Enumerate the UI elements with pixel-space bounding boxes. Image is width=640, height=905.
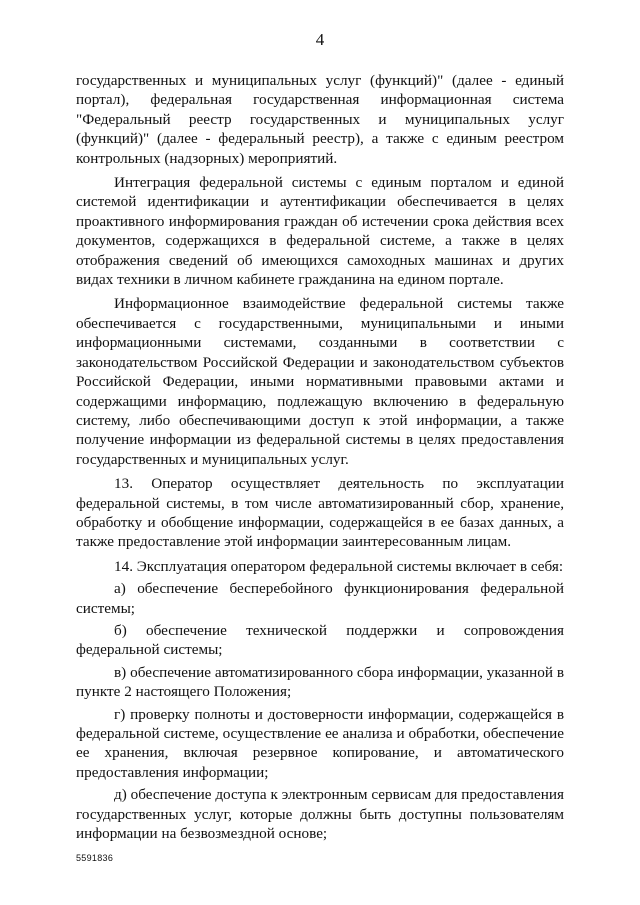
paragraph-integration: Интеграция федеральной системы с единым порталом и единой системой идентификации и аутентификации обеспечивается в целях проактивного информирования граждан об истечении срока действия всех документов, содержащихся в федеральной системе, а также в целях отображения сведений об имеющихся самоходных машинах и других видах техники в личном кабинете гражданина на едином портале.	[76, 174, 564, 289]
paragraph-subitem-b: б) обеспечение технической поддержки и сопровождения федеральной системы;	[76, 621, 564, 659]
paragraph-subitem-v: в) обеспечение автоматизированного сбора информации, указанной в пункте 2 настоящего Положения;	[76, 663, 564, 701]
paragraph-item-14: 14. Эксплуатация оператором федеральной системы включает в себя:	[114, 557, 564, 575]
document-code: 5591836	[76, 853, 114, 863]
paragraph-subitem-d: д) обеспечение доступа к электронным сервисам для предоставления государственных услуг, которые должны быть доступны пользователям информации на безвозмездной основе;	[76, 786, 564, 843]
page-number: 4	[315, 30, 325, 49]
paragraph-information-interaction: Информационное взаимодействие федеральной системы также обеспечивается с государственными, муниципальными и иными информационными системами, созданными в соответствии с законодательством Российской Федерации и законодательством субъектов Российской Федерации, иными нормативными правовыми актами и содержащими информацию, подлежащую включению в федеральную систему, либо обеспечивающими доступ к этой информации, а также получение информации из федеральной системы в целях предоставления государственных и муниципальных услуг.	[76, 295, 564, 468]
paragraph-subitem-a: а) обеспечение бесперебойного функционирования федеральной системы;	[76, 580, 564, 617]
paragraph-item-13: 13. Оператор осуществляет деятельность по эксплуатации федеральной системы, в том числе автоматизированный сбор, хранение, обработку и обобщение информации, содержащейся в ее базах данных, а также предоставление этой информации заинтересованным лицам.	[76, 475, 564, 551]
paragraph-subitem-g: г) проверку полноты и достоверности информации, содержащейся в федеральной системе, осуществление ее анализа и обработки, обеспечение ее хранения, включая резервное копирование, и автоматического предоставления информации;	[76, 705, 564, 781]
document-body	[76, 71, 564, 846]
paragraph-portal-continuation: государственных и муниципальных услуг (функций)" (далее - единый портал), федеральная государственная информационная система "Федеральный реестр государственных и муниципальных услуг (функций)" (далее - федеральный реестр), а также с единым реестром контрольных (надзорных) мероприятий.	[76, 72, 564, 167]
